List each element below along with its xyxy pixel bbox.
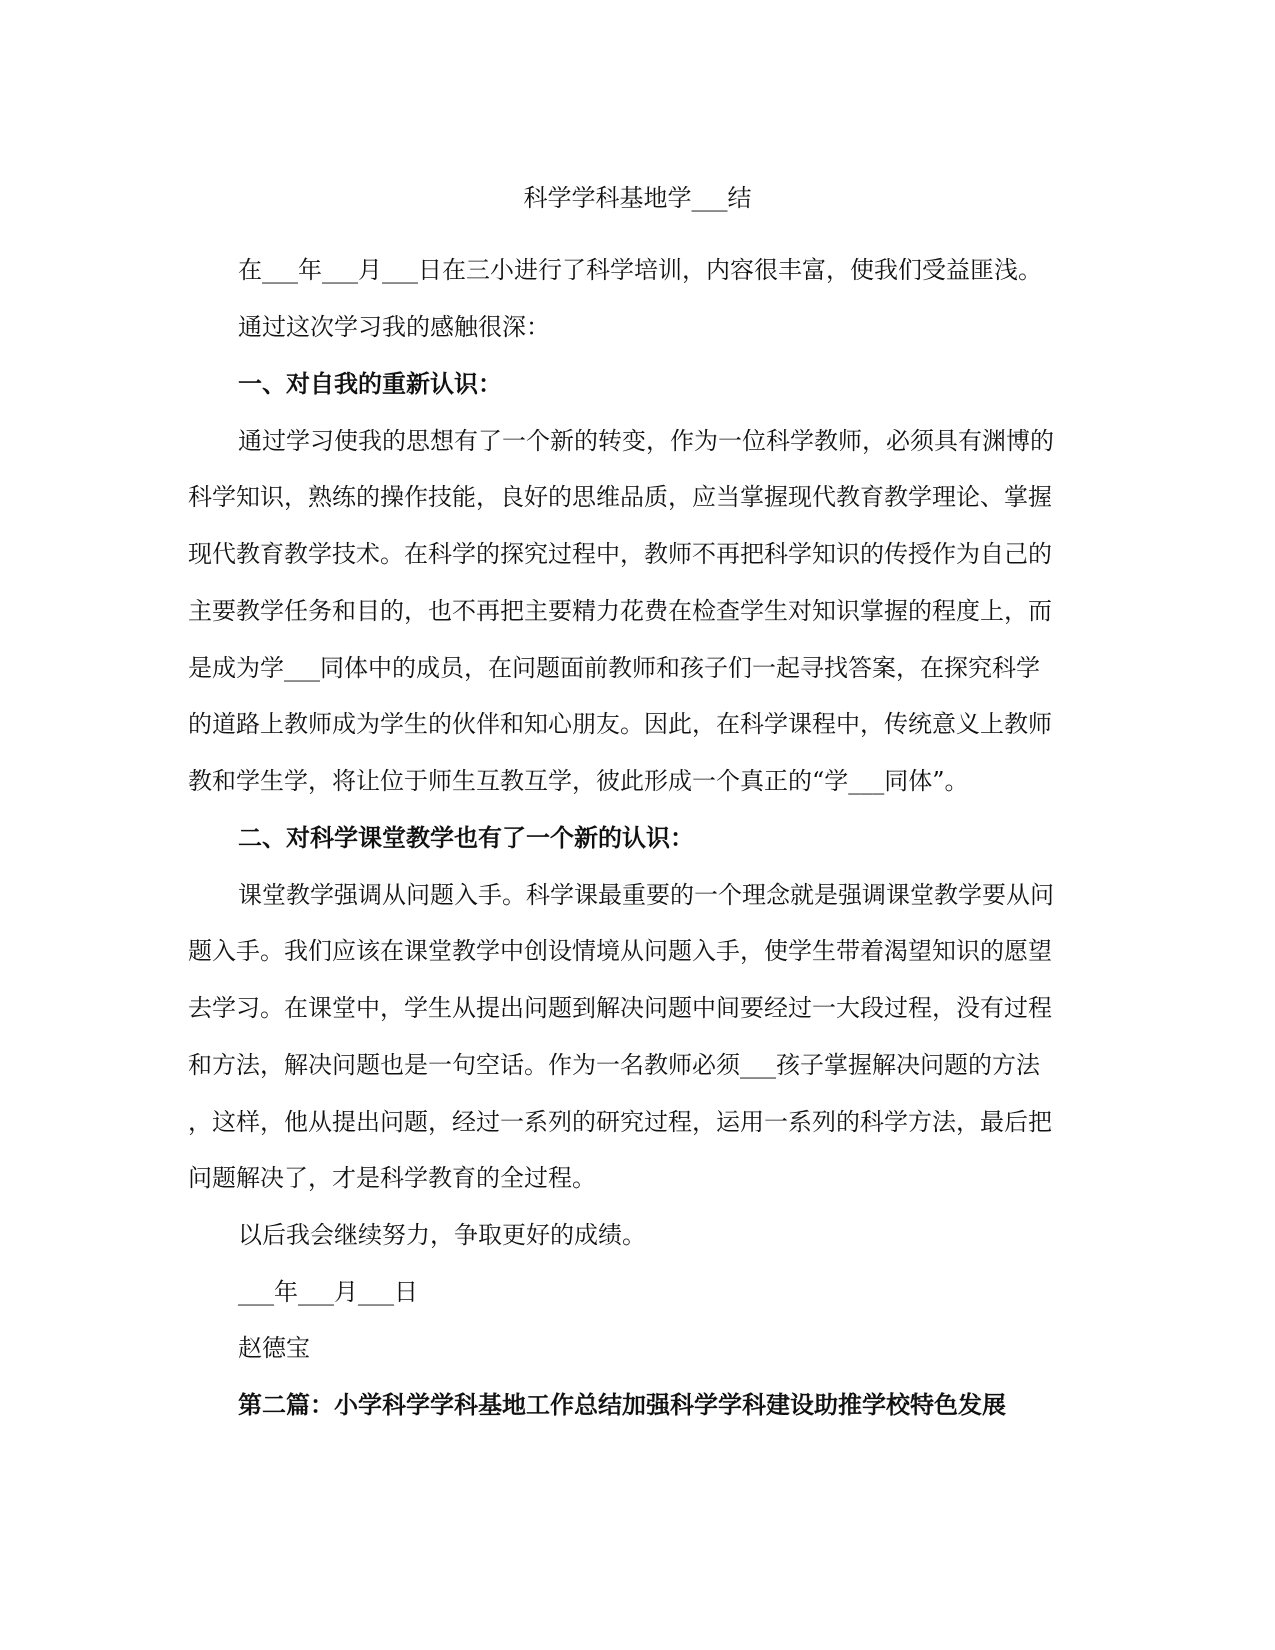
paragraph-line: 通过这次学习我的感触很深：: [238, 313, 550, 341]
section-heading: 二、对科学课堂教学也有了一个新的认识：: [238, 823, 694, 852]
paragraph-line: 主要教学任务和目的，也不再把主要精力花费在检查学生对知识掌握的程度上，而: [188, 597, 1052, 625]
paragraph-line: 和方法，解决问题也是一句空话。作为一名教师必须___孩子掌握解决问题的方法: [188, 1051, 1040, 1079]
paragraph-line: 题入手。我们应该在课堂教学中创设情境从问题入手，使学生带着渴望知识的愿望: [188, 937, 1052, 965]
paragraph-line: 现代教育教学技术。在科学的探究过程中，教师不再把科学知识的传授作为自己的: [188, 540, 1052, 568]
date-line: ___年___月___日: [238, 1278, 418, 1306]
paragraph-line: 问题解决了，才是科学教育的全过程。: [188, 1164, 596, 1192]
paragraph-line: 去学习。在课堂中，学生从提出问题到解决问题中间要经过一大段过程，没有过程: [188, 994, 1052, 1022]
paragraph-line: 通过学习使我的思想有了一个新的转变，作为一位科学教师，必须具有渊博的: [238, 427, 1054, 455]
paragraph-line: 科学知识，熟练的操作技能，良好的思维品质，应当掌握现代教育教学理论、掌握: [188, 483, 1052, 511]
paragraph-line: 是成为学___同体中的成员，在问题面前教师和孩子们一起寻找答案，在探究科学: [188, 654, 1040, 682]
paragraph-line: 的道路上教师成为学生的伙伴和知心朋友。因此，在科学课程中，传统意义上教师: [188, 710, 1052, 738]
next-article-heading: 第二篇：小学科学学科基地工作总结加强科学学科建设助推学校特色发展: [238, 1390, 1006, 1419]
document-title: 科学学科基地学___结: [523, 184, 752, 212]
section-heading: 一、对自我的重新认识：: [238, 369, 502, 398]
closing-line: 以后我会继续努力，争取更好的成绩。: [238, 1221, 646, 1249]
paragraph-line: ，这样，他从提出问题，经过一系列的研究过程，运用一系列的科学方法，最后把: [188, 1108, 1052, 1136]
author-name: 赵德宝: [238, 1334, 310, 1362]
paragraph-line: 课堂教学强调从问题入手。科学课最重要的一个理念就是强调课堂教学要从问: [238, 881, 1054, 909]
paragraph-line: 在___年___月___日在三小进行了科学培训，内容很丰富，使我们受益匪浅。: [238, 256, 1042, 284]
paragraph-line: 教和学生学，将让位于师生互教互学，彼此形成一个真正的“学___同体”。: [188, 767, 969, 795]
